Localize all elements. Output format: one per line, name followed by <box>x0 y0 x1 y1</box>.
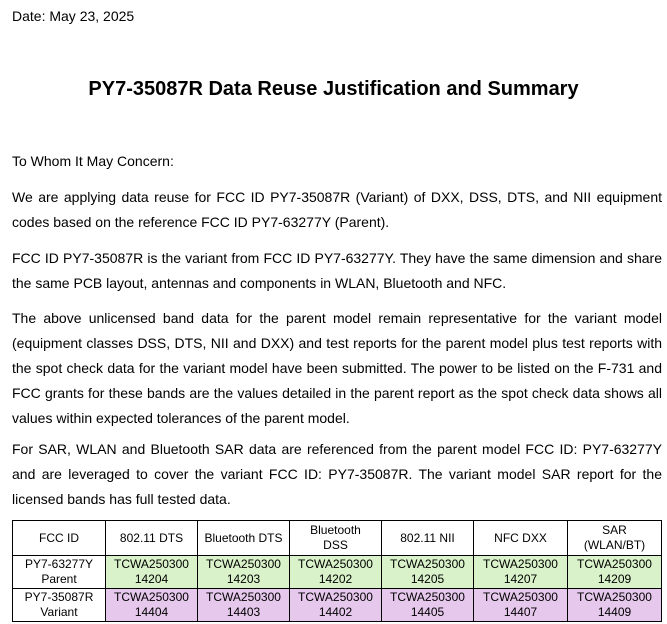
report-cell: TCWA250300 14209 <box>568 556 662 589</box>
document-date: Date: May 23, 2025 <box>12 8 135 24</box>
report-cell: TCWA250300 14409 <box>568 589 662 622</box>
table-row-parent <box>13 556 662 589</box>
paragraph-data-reuse: We are applying data reuse for FCC ID PY7-35087R (Variant) of DXX, DSS, DTS, and NII equipment codes based on the reference FCC ID PY7-63277Y (Parent). <box>12 189 662 230</box>
report-cell: TCWA250300 14405 <box>382 589 474 622</box>
paragraph-sar: For SAR, WLAN and Bluetooth SAR data are referenced from the parent model FCC ID: PY7-63277Y and are leveraged to cover the variant FCC ID: PY7-35087R. The variant model SAR report for the licensed bands has full tested data. <box>12 441 662 507</box>
table-header-row <box>13 521 662 556</box>
report-cell: TCWA250300 14205 <box>382 556 474 589</box>
report-cell: TCWA250300 14407 <box>474 589 568 622</box>
header-sar: SAR (WLAN/BT) <box>568 521 662 556</box>
row-fcc-id: PY7-63277Y Parent <box>13 556 106 589</box>
header-bluetooth-dss: Bluetooth DSS <box>290 521 382 556</box>
header-nfc-dxx: NFC DXX <box>474 521 568 556</box>
report-cell: TCWA250300 14404 <box>106 589 198 622</box>
report-cell: TCWA250300 14204 <box>106 556 198 589</box>
table-row-variant <box>13 589 662 622</box>
report-cell: TCWA250300 14403 <box>198 589 290 622</box>
header-80211-dts: 802.11 DTS <box>106 521 198 556</box>
header-fcc-id: FCC ID <box>13 521 106 556</box>
header-80211-nii: 802.11 NII <box>382 521 474 556</box>
salutation: To Whom It May Concern: <box>12 153 174 169</box>
report-cell: TCWA250300 14202 <box>290 556 382 589</box>
report-cell: TCWA250300 14402 <box>290 589 382 622</box>
report-summary-table <box>12 520 662 622</box>
paragraph-unlicensed-band: The above unlicensed band data for the parent model remain representative for the variant model (equipment classes DSS, DTS, NII and DXX) and test reports for the parent model plus test reports with the spot check data for the variant model have been submitted. The power to be listed on the F-731 and FCC grants for these bands are the values detailed in the parent report as the spot check data shows all values within expected tolerances of the parent model. <box>12 310 662 426</box>
paragraph-variant-description: FCC ID PY7-35087R is the variant from FCC ID PY7-63277Y. They have the same dimension and share the same PCB layout, antennas and components in WLAN, Bluetooth and NFC. <box>12 250 662 291</box>
document-title: PY7-35087R Data Reuse Justification and Summary <box>88 78 579 100</box>
row-fcc-id: PY7-35087R Variant <box>13 589 106 622</box>
report-cell: TCWA250300 14207 <box>474 556 568 589</box>
report-cell: TCWA250300 14203 <box>198 556 290 589</box>
header-bluetooth-dts: Bluetooth DTS <box>198 521 290 556</box>
